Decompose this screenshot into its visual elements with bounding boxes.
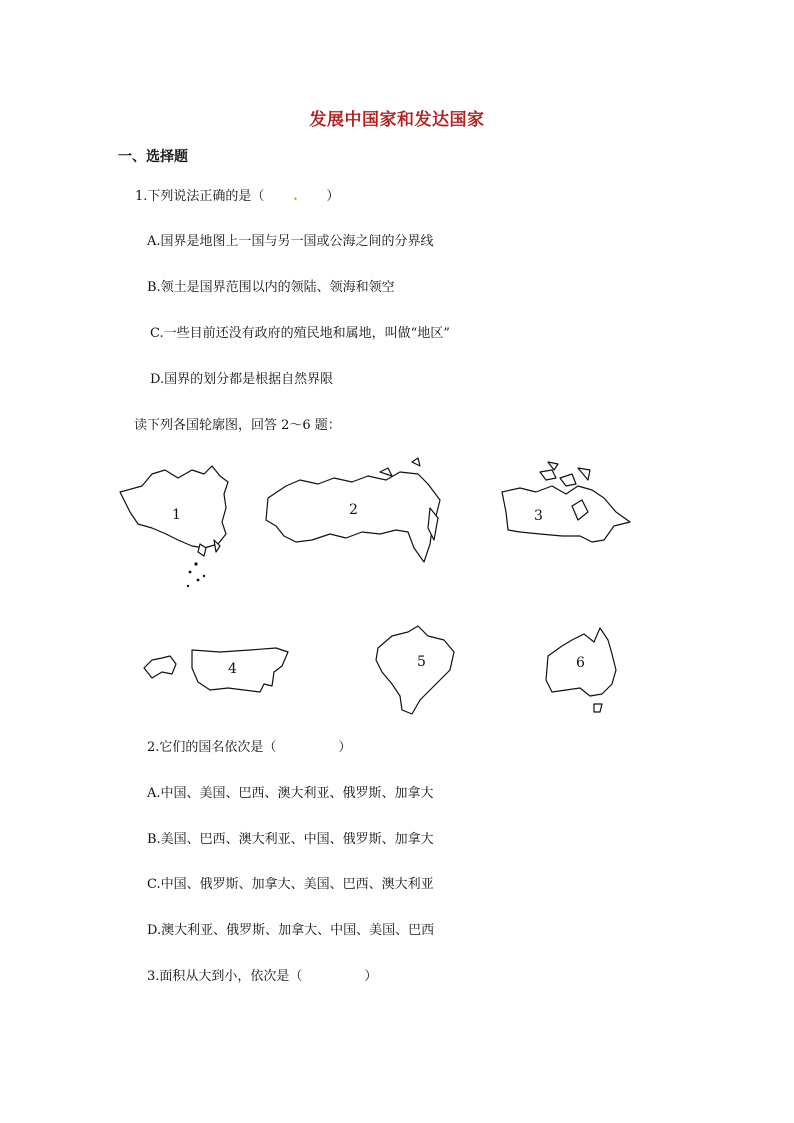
map-4-usa	[144, 648, 288, 692]
question-2-stem	[147, 739, 351, 757]
map-label-2: 2	[349, 502, 358, 518]
question-3-text: 3.面积从大到小，依次是（	[147, 969, 303, 984]
map-6-australia	[546, 628, 616, 712]
page-title: 发展中国家和发达国家	[309, 110, 485, 130]
map-label-4: 4	[228, 661, 237, 677]
map-2-russia	[266, 458, 440, 562]
q2-option-b: B.美国、巴西、澳大利亚、中国、俄罗斯、加拿大	[147, 832, 434, 847]
q1-option-c: C.一些目前还没有政府的殖民地和属地，叫做“地区”	[150, 326, 450, 341]
blank-mark: .	[293, 189, 298, 204]
map-label-5: 5	[417, 654, 426, 670]
question-3-stem	[147, 968, 377, 986]
q2-option-d: D.澳大利亚、俄罗斯、加拿大、中国、美国、巴西	[147, 923, 435, 938]
map-instruction: 读下列各国轮廓图，回答 2～6 题：	[134, 418, 341, 433]
question-2-text: 2.它们的国名依次是（	[147, 740, 277, 755]
section-heading: 一、选择题	[118, 149, 188, 165]
q2-option-a: A.中国、美国、巴西、澳大利亚、俄罗斯、加拿大	[147, 786, 434, 801]
map-label-1: 1	[172, 507, 181, 523]
q1-option-a: A.国界是地图上一国与另一国或公海之间的分界线	[147, 234, 434, 249]
question-1-text: 1.下列说法正确的是（	[135, 189, 265, 204]
map-label-6: 6	[576, 655, 585, 671]
paren-close: ）	[338, 740, 352, 755]
map-1-china	[120, 466, 228, 587]
q1-option-d: D.国界的划分都是根据自然界限	[150, 372, 334, 387]
map-label-3: 3	[534, 508, 543, 524]
q2-option-c: C.中国、俄罗斯、加拿大、美国、巴西、澳大利亚	[147, 877, 434, 892]
map-5-brazil	[376, 626, 454, 714]
paren-close: ）	[364, 969, 378, 984]
q1-option-b: B.领土是国界范围以内的领陆、领海和领空	[147, 280, 395, 295]
map-3-canada	[502, 462, 630, 542]
paren-close: ）	[326, 189, 340, 204]
